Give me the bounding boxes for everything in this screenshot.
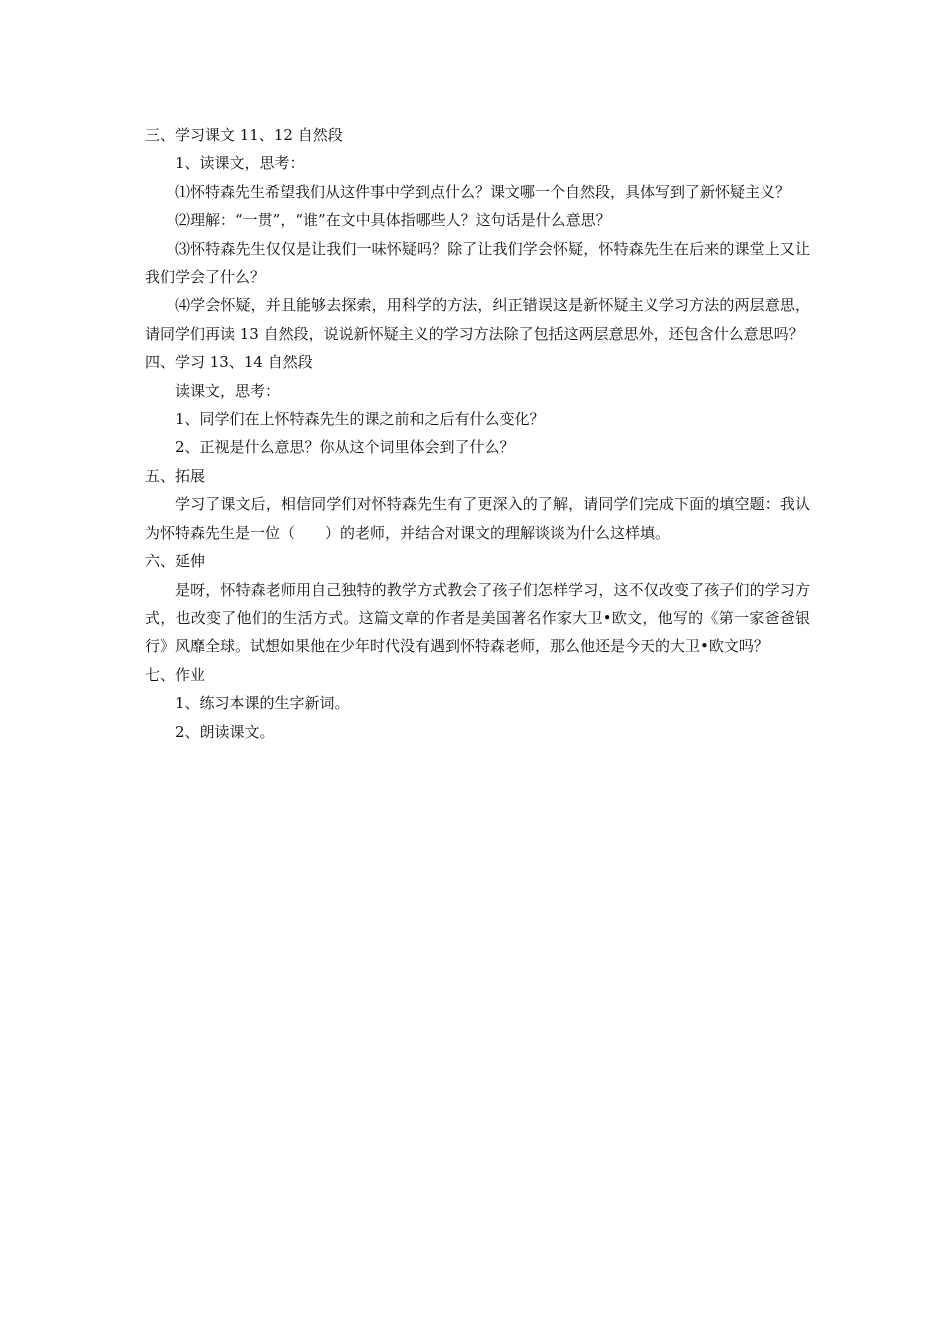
section-7-item-1: 1、练习本课的生字新词。 <box>175 694 350 713</box>
section-3-question-4: ⑷学会怀疑，并且能够去探索，用科学的方法，纠正错误这是新怀疑主义学习方法的两层意思，请同学们再读 13 自然段，说说新怀疑主义的学习方法除了包括这两层意思外，还包含什么意思吗？ <box>145 296 810 343</box>
section-3-question-2: ⑵理解：“一贯”，“谁”在文中具体指哪些人？这句话是什么意思？ <box>175 211 611 230</box>
section-6-text: 是呀，怀特森老师用自己独特的教学方式教会了孩子们怎样学习，这不仅改变了孩子们的学习方式，也改变了他们的生活方式。这篇文章的作者是美国著名作家大卫•欧文，他写的《第一家爸爸银行》风靡全球。试想如果他在少年时代没有遇到怀特森老师，那么他还是今天的大卫•欧文吗？ <box>145 580 810 656</box>
section-heading-5: 五、拓展 <box>145 466 206 485</box>
section-heading-3: 三、学习课文 11、12 自然段 <box>145 126 343 144</box>
section-4-item-2: 2、正视是什么意思？你从这个词里体会到了什么？ <box>175 438 515 457</box>
section-3-question-1: ⑴怀特森先生希望我们从这件事中学到点什么？课文哪一个自然段，具体写到了新怀疑主义？ <box>175 182 791 201</box>
section-4-item-1: 1、同学们在上怀特森先生的课之前和之后有什么变化？ <box>175 410 545 429</box>
section-7-item-2: 2、朗读课文。 <box>175 722 275 741</box>
section-3-item-1: 1、读课文，思考： <box>175 154 305 173</box>
section-3-question-3: ⑶怀特森先生仅仅是让我们一味怀疑吗？除了让我们学会怀疑，怀特森先生在后来的课堂上又让我们学会了什么？ <box>145 239 810 287</box>
section-4-intro: 读课文，思考： <box>175 381 281 400</box>
document-body <box>145 121 810 746</box>
section-heading-6: 六、延伸 <box>145 552 206 571</box>
section-heading-4: 四、学习 13、14 自然段 <box>145 353 313 372</box>
section-5-text: 学习了课文后，相信同学们对怀特森先生有了更深入的了解，请同学们完成下面的填空题：我认为怀特森先生是一位（ ）的老师，并结合对课文的理解谈谈为什么这样填。 <box>145 495 810 542</box>
section-heading-7: 七、作业 <box>145 665 206 684</box>
